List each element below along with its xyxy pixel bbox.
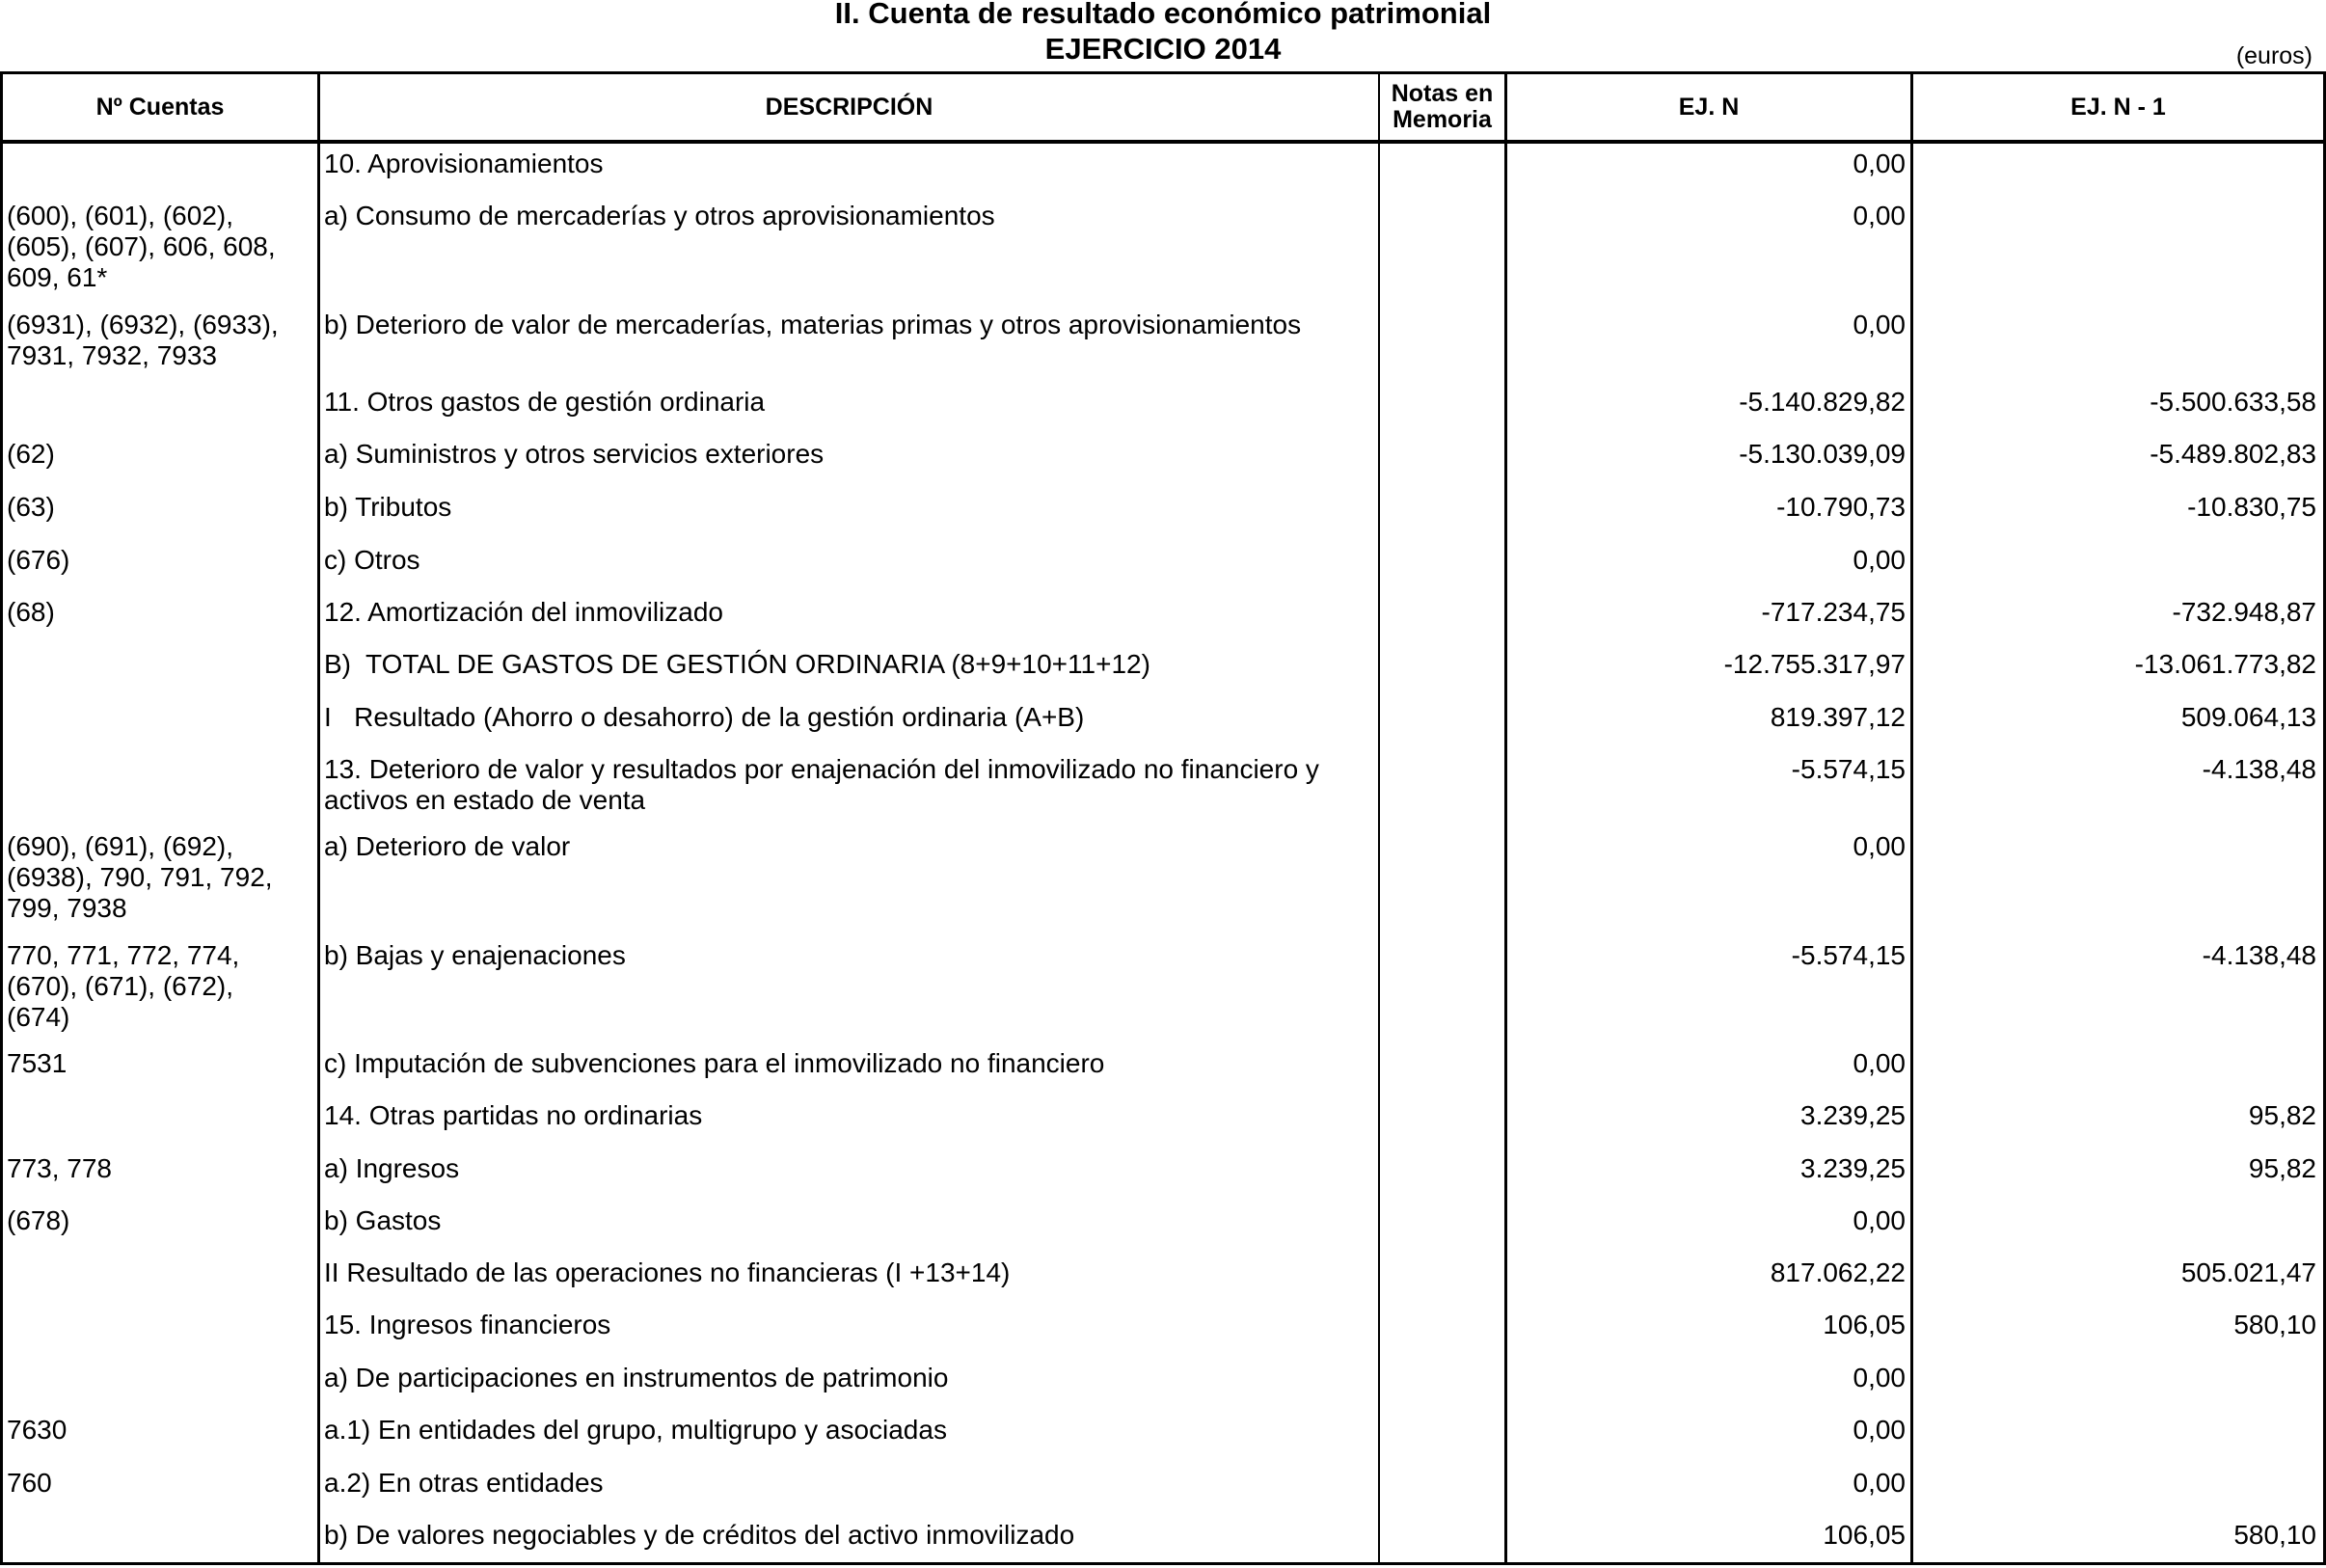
- value-year-n: -12.755.317,97: [1723, 649, 1906, 679]
- report-title: II. Cuenta de resultado económico patrimonial: [834, 0, 1492, 30]
- value-year-n: 3.239,25: [1800, 1100, 1906, 1130]
- value-year-n1: 95,82: [2248, 1100, 2316, 1130]
- value-year-n: 819.397,12: [1770, 702, 1906, 732]
- value-year-n: -5.574,15: [1791, 940, 1906, 970]
- currency-unit: (euros): [2235, 42, 2312, 69]
- header-description: DESCRIPCIÓN: [765, 93, 933, 121]
- value-year-n: 0,00: [1853, 1205, 1906, 1235]
- value-year-n: 0,00: [1853, 149, 1906, 178]
- value-year-n1: -10.830,75: [2187, 492, 2316, 522]
- value-year-n: 0,00: [1853, 310, 1906, 339]
- account-codes: (63): [7, 492, 55, 522]
- account-codes: (62): [7, 439, 55, 469]
- value-year-n: 0,00: [1853, 1415, 1906, 1445]
- report-subtitle: EJERCICIO 2014: [1044, 32, 1282, 66]
- column-divider-year-n: [1910, 71, 1913, 1565]
- header-accounts: Nº Cuentas: [95, 93, 225, 121]
- description: II Resultado de las operaciones no financieras (I +13+14): [324, 1257, 1011, 1287]
- description: B) TOTAL DE GASTOS DE GESTIÓN ORDINARIA (8+9+10+11+12): [324, 649, 1150, 679]
- value-year-n: 106,05: [1823, 1520, 1906, 1550]
- value-year-n1: -5.500.633,58: [2150, 387, 2316, 417]
- description: a) Suministros y otros servicios exteriores: [324, 439, 825, 469]
- column-divider-notes: [1504, 71, 1507, 1565]
- value-year-n1: 95,82: [2248, 1153, 2316, 1183]
- value-year-n1: 580,10: [2233, 1310, 2316, 1339]
- column-divider-accounts: [317, 71, 320, 1565]
- value-year-n1: 509.064,13: [2180, 702, 2316, 732]
- account-codes: (68): [7, 597, 55, 627]
- description: b) Tributos: [324, 492, 452, 522]
- description: b) Bajas y enajenaciones: [324, 940, 626, 970]
- value-year-n: 0,00: [1853, 1468, 1906, 1498]
- description: a) Ingresos: [324, 1153, 460, 1183]
- description: b) De valores negociables y de créditos del activo inmovilizado: [324, 1520, 1075, 1550]
- description: a) Deterioro de valor: [324, 831, 571, 861]
- description: 10. Aprovisionamientos: [324, 149, 604, 178]
- description: c) Imputación de subvenciones para el inmovilizado no financiero: [324, 1048, 1105, 1078]
- value-year-n1: -5.489.802,83: [2150, 439, 2316, 469]
- account-codes: (676): [7, 545, 70, 575]
- description: 11. Otros gastos de gestión ordinaria: [324, 387, 766, 417]
- description: 14. Otras partidas no ordinarias: [324, 1100, 703, 1130]
- description: a.2) En otras entidades: [324, 1468, 604, 1498]
- description: 15. Ingresos financieros: [324, 1310, 611, 1339]
- value-year-n1: -13.061.773,82: [2134, 649, 2316, 679]
- value-year-n: 0,00: [1853, 831, 1906, 861]
- account-codes: (6931), (6932), (6933), 7931, 7932, 7933: [7, 310, 279, 370]
- header-bottom-border: [0, 140, 2326, 144]
- description: b) Deterioro de valor de mercaderías, materias primas y otros aprovisionamientos: [324, 310, 1302, 339]
- value-year-n1: 505.021,47: [2180, 1257, 2316, 1287]
- account-codes: 770, 771, 772, 774, (670), (671), (672), (674): [7, 940, 240, 1032]
- value-year-n: 0,00: [1853, 545, 1906, 575]
- description: I Resultado (Ahorro o desahorro) de la gestión ordinaria (A+B): [324, 702, 1085, 732]
- description: a.1) En entidades del grupo, multigrupo y asociadas: [324, 1415, 947, 1445]
- description: b) Gastos: [324, 1205, 442, 1235]
- account-codes: 7630: [7, 1415, 68, 1445]
- value-year-n: 0,00: [1853, 1048, 1906, 1078]
- column-divider-description: [1378, 71, 1380, 1565]
- value-year-n: 0,00: [1853, 1363, 1906, 1392]
- value-year-n: -717.234,75: [1761, 597, 1906, 627]
- value-year-n: 106,05: [1823, 1310, 1906, 1339]
- value-year-n: -5.140.829,82: [1739, 387, 1906, 417]
- description: 12. Amortización del inmovilizado: [324, 597, 723, 627]
- value-year-n1: -732.948,87: [2172, 597, 2316, 627]
- account-codes: (678): [7, 1205, 70, 1235]
- value-year-n: -5.574,15: [1791, 754, 1906, 784]
- value-year-n: 0,00: [1853, 201, 1906, 230]
- value-year-n: -10.790,73: [1776, 492, 1906, 522]
- header-year-n1: EJ. N - 1: [2070, 93, 2166, 121]
- value-year-n: 817.062,22: [1770, 1257, 1906, 1287]
- table-bottom-border: [0, 1562, 2326, 1565]
- header-notes: Notas en Memoria: [1391, 80, 1494, 133]
- account-codes: (600), (601), (602), (605), (607), 606, 608, 609, 61*: [7, 201, 276, 292]
- value-year-n: -5.130.039,09: [1739, 439, 1906, 469]
- account-codes: 7531: [7, 1048, 68, 1078]
- value-year-n1: -4.138,48: [2202, 754, 2316, 784]
- column-divider-left-edge: [0, 71, 3, 1565]
- value-year-n1: 580,10: [2233, 1520, 2316, 1550]
- value-year-n1: -4.138,48: [2202, 940, 2316, 970]
- description: a) De participaciones en instrumentos de patrimonio: [324, 1363, 949, 1392]
- description: 13. Deterioro de valor y resultados por enajenación del inmovilizado no financiero y activos en estado de venta: [324, 754, 1319, 815]
- header-year-n: EJ. N: [1678, 93, 1740, 121]
- account-codes: 760: [7, 1468, 52, 1498]
- account-codes: 773, 778: [7, 1153, 112, 1183]
- description: a) Consumo de mercaderías y otros aprovisionamientos: [324, 201, 995, 230]
- description: c) Otros: [324, 545, 420, 575]
- value-year-n: 3.239,25: [1800, 1153, 1906, 1183]
- account-codes: (690), (691), (692), (6938), 790, 791, 792, 799, 7938: [7, 831, 273, 923]
